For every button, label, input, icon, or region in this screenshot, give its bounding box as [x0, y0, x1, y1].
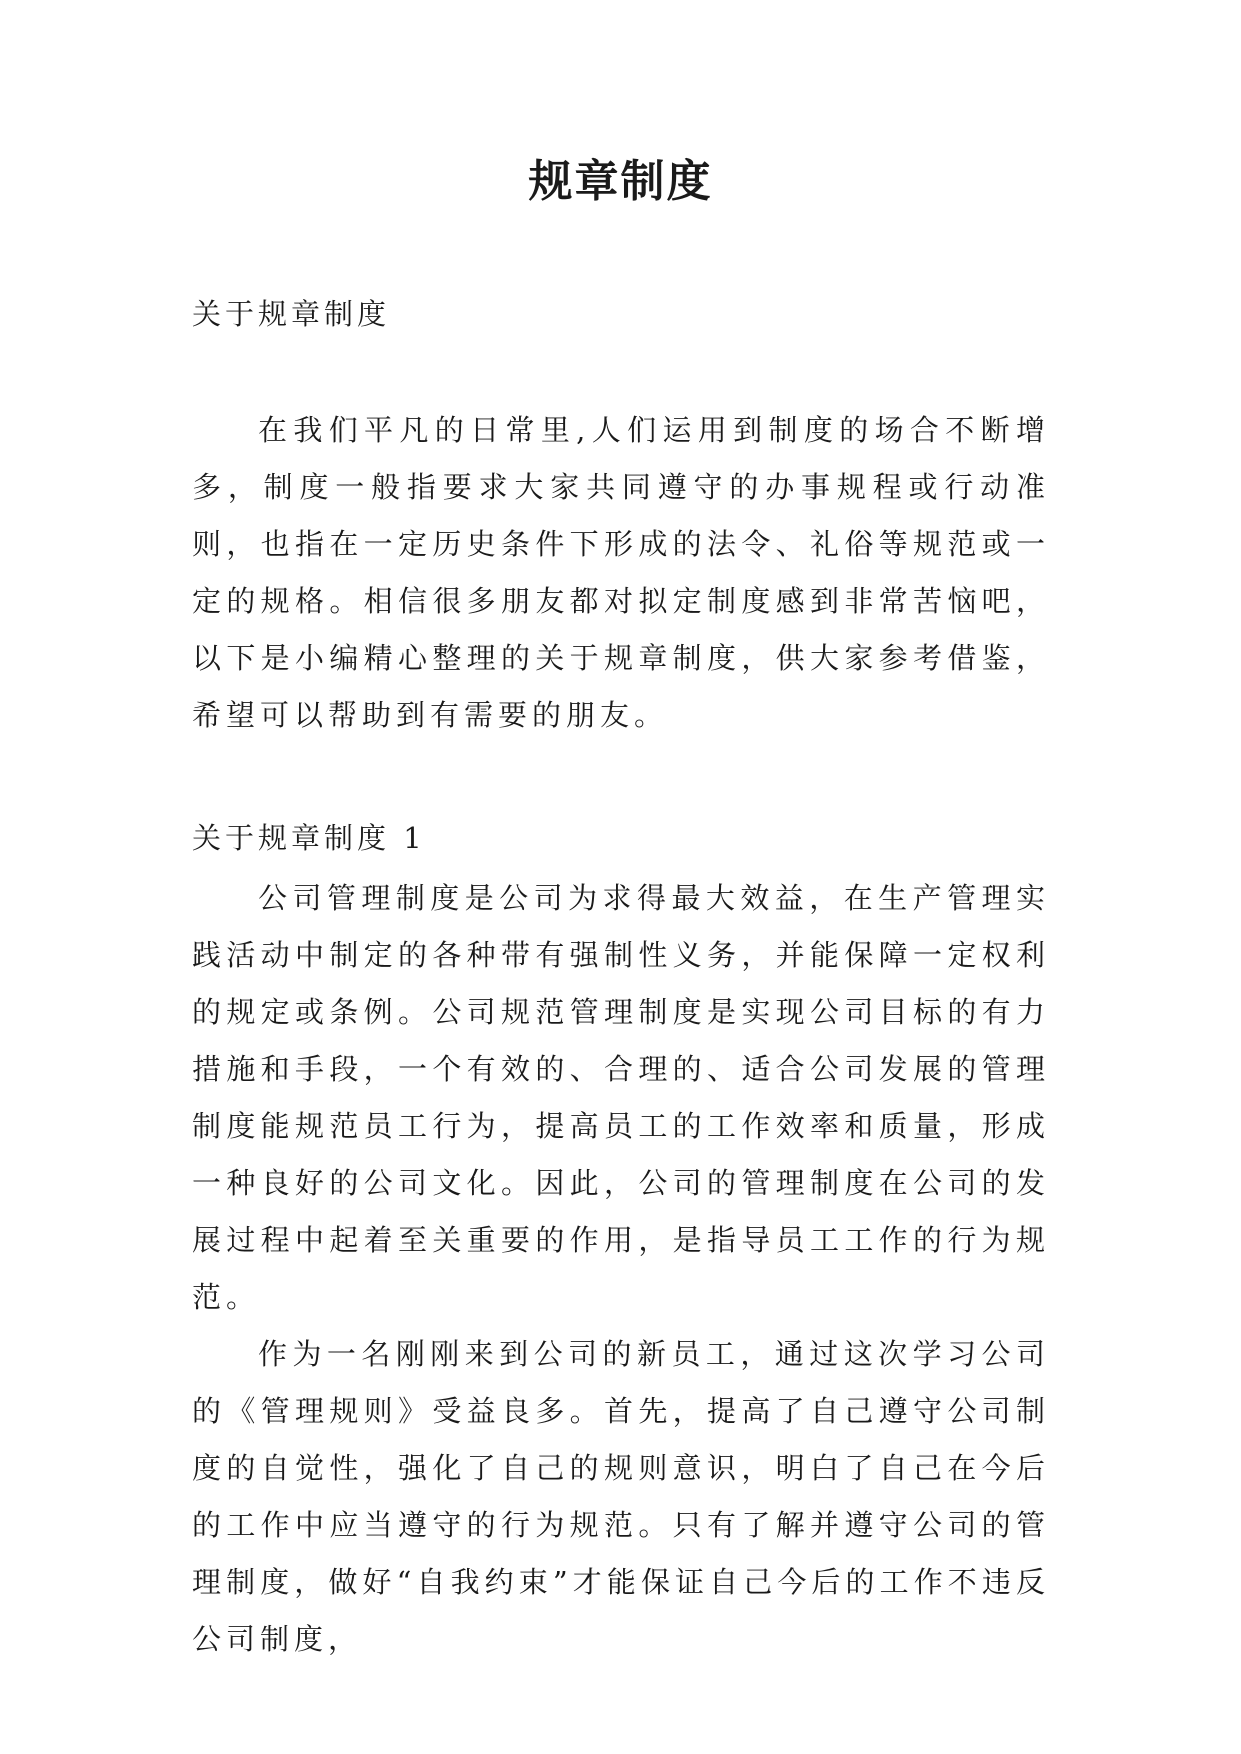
section-paragraph-1: 公司管理制度是公司为求得最大效益，在生产管理实践活动中制定的各种带有强制性义务，并能保障一定权利的规定或条例。公司规范管理制度是实现公司目标的有力措施和手段，一个有效的、合理的、适合公司发展的管理制度能规范员工行为，提高员工的工作效率和质量，形成一种良好的公司文化。因此，公司的管理制度在公司的发展过程中起着至关重要的作用，是指导员工工作的行为规范。	[192, 881, 1050, 1314]
document-title: 规章制度	[528, 156, 713, 207]
intro-section	[192, 402, 1050, 744]
section-paragraph-2: 作为一名刚刚来到公司的新员工，通过这次学习公司的《管理规则》受益良多。首先，提高了自己遵守公司制度的自觉性，强化了自己的规则意识，明白了自己在今后的工作中应当遵守的行为规范。只有了解并遵守公司的管理制度，做好“自我约束”才能保证自己今后的工作不违反公司制度，	[192, 1337, 1050, 1656]
intro-heading: 关于规章制度	[192, 297, 391, 331]
section-body	[192, 870, 1050, 1668]
intro-paragraph: 在我们平凡的日常里,人们运用到制度的场合不断增多，制度一般指要求大家共同遵守的办事规程或行动准则，也指在一定历史条件下形成的法令、礼俗等规范或一定的规格。相信很多朋友都对拟定制度感到非常苦恼吧，以下是小编精心整理的关于规章制度，供大家参考借鉴，希望可以帮助到有需要的朋友。	[192, 413, 1050, 732]
section-heading: 关于规章制度 1	[192, 821, 426, 855]
